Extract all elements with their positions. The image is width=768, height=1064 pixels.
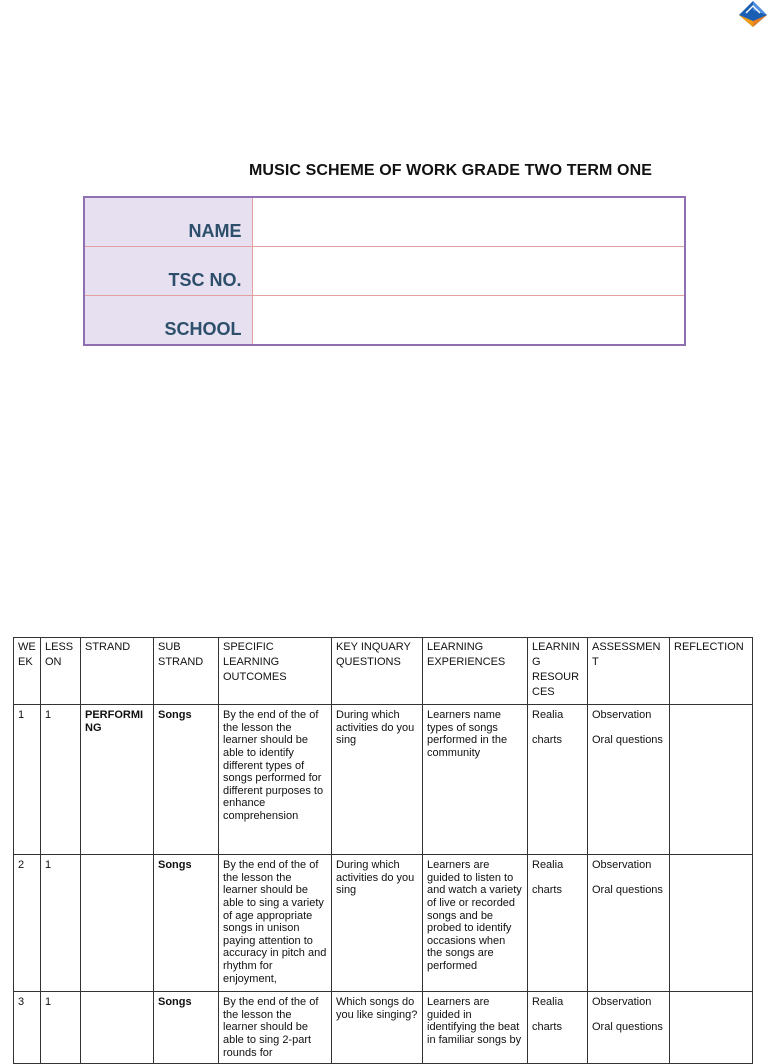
cell-week: 2 — [14, 855, 41, 992]
info-label-tsc: TSC NO. — [84, 247, 252, 296]
table-row — [14, 855, 753, 992]
cell-strand: PERFORMING — [81, 705, 154, 855]
cell-experiences: Learners are guided in identifying the beat in familiar songs by — [423, 992, 528, 1064]
page-title: MUSIC SCHEME OF WORK GRADE TWO TERM ONE — [249, 162, 653, 179]
table-row — [14, 992, 753, 1064]
cell-outcomes: By the end of the of the lesson the learner should be able to sing a variety of age appropriate songs in unison paying attention to accuracy in pitch and rhythm for enjoyment, — [219, 855, 332, 992]
cell-lesson: 1 — [41, 855, 81, 992]
resource-item: Realia — [532, 996, 564, 1008]
cell-strand — [81, 855, 154, 992]
assessment-item: Observation — [592, 996, 652, 1008]
assessment-item: Observation — [592, 709, 652, 721]
cell-questions: Which songs do you like singing? — [332, 992, 423, 1064]
cell-experiences: Learners are guided to listen to and watch a variety of live or recorded songs and be probed to identify occasions when the songs are performed — [423, 855, 528, 992]
cell-assessment — [588, 705, 670, 855]
info-row-tsc — [84, 247, 685, 296]
resource-item: charts — [532, 1020, 562, 1033]
cell-resources — [528, 992, 588, 1064]
cell-lesson: 1 — [41, 705, 81, 855]
header-lesson: LESSON — [41, 638, 81, 705]
resource-item: Realia — [532, 709, 564, 721]
cell-lesson: 1 — [41, 992, 81, 1064]
resource-item: charts — [532, 883, 562, 896]
table-row — [14, 705, 753, 855]
cell-sub-strand: Songs — [154, 992, 219, 1064]
info-row-name — [84, 197, 685, 247]
cell-reflection — [670, 705, 753, 855]
cell-sub-strand: Songs — [154, 705, 219, 855]
teacher-info-table — [83, 196, 686, 346]
header-strand: STRAND — [81, 638, 154, 705]
diamond-logo-icon — [737, 0, 768, 28]
cell-reflection — [670, 992, 753, 1064]
resource-item: Realia — [532, 859, 564, 871]
cell-assessment — [588, 855, 670, 992]
header-week: WEEK — [14, 638, 41, 705]
cell-resources — [528, 855, 588, 992]
cell-strand — [81, 992, 154, 1064]
header-questions: KEY INQUARY QUESTIONS — [332, 638, 423, 705]
assessment-item: Oral questions — [592, 883, 663, 896]
cell-week: 1 — [14, 705, 41, 855]
header-outcomes: SPECIFIC LEARNING OUTCOMES — [219, 638, 332, 705]
assessment-item: Oral questions — [592, 1020, 663, 1033]
resource-item: charts — [532, 733, 562, 746]
table-header-row — [14, 638, 753, 705]
header-experiences: LEARNING EXPERIENCES — [423, 638, 528, 705]
header-resources: LEARNING RESOURCES — [528, 638, 588, 705]
assessment-item: Oral questions — [592, 733, 663, 746]
cell-questions: During which activities do you sing — [332, 855, 423, 992]
scheme-of-work-table — [13, 637, 753, 1064]
cell-assessment — [588, 992, 670, 1064]
cell-reflection — [670, 855, 753, 992]
cell-questions: During which activities do you sing — [332, 705, 423, 855]
info-label-name: NAME — [84, 197, 252, 247]
cell-outcomes: By the end of the of the lesson the learner should be able to identify different types of songs performed for different purposes to enhance comprehension — [219, 705, 332, 855]
cell-sub-strand: Songs — [154, 855, 219, 992]
info-value-school — [252, 296, 685, 346]
info-row-school — [84, 296, 685, 346]
cell-experiences: Learners name types of songs performed in the community — [423, 705, 528, 855]
cell-resources — [528, 705, 588, 855]
assessment-item: Observation — [592, 859, 652, 871]
header-sub-strand: SUB STRAND — [154, 638, 219, 705]
info-label-school: SCHOOL — [84, 296, 252, 346]
cell-week: 3 — [14, 992, 41, 1064]
cell-outcomes: By the end of the of the lesson the learner should be able to sing 2-part rounds for — [219, 992, 332, 1064]
header-reflection: REFLECTION — [670, 638, 753, 705]
info-value-name — [252, 197, 685, 247]
info-value-tsc — [252, 247, 685, 296]
header-assessment: ASSESSMENT — [588, 638, 670, 705]
